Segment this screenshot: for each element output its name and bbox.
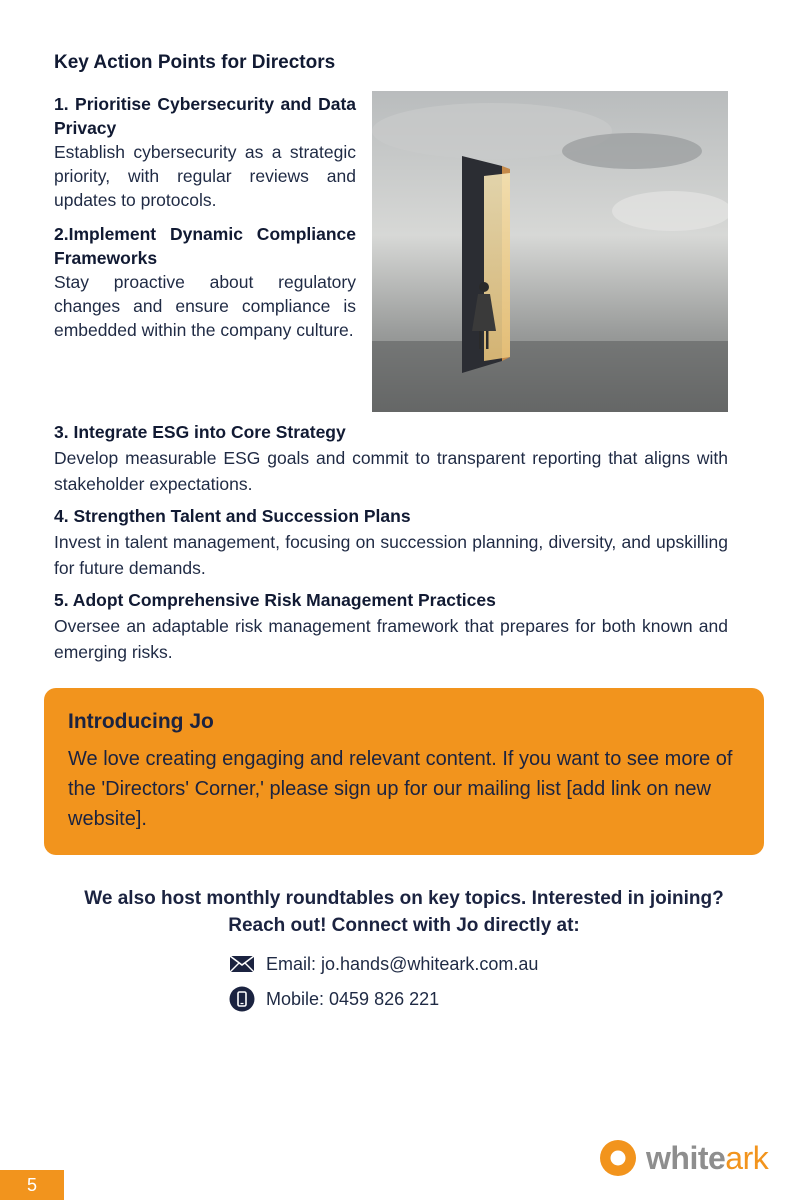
mobile-contact[interactable] xyxy=(228,987,439,1011)
roundtable-invitation: We also host monthly roundtables on key topics. Interested in joining? Reach out! Connect with Jo directly at: xyxy=(84,888,724,936)
whiteark-logo-mark-icon xyxy=(598,1138,638,1178)
logo-text-white: white xyxy=(646,1139,726,1176)
action-point-2 xyxy=(54,222,356,342)
action-point-body: Oversee an adaptable risk management framework that prepares for both known and emerging risks. xyxy=(54,616,728,662)
mobile-text[interactable]: Mobile: 0459 826 221 xyxy=(266,988,440,1009)
action-point-body: Stay proactive about regulatory changes and ensure compliance is embedded within the company culture. xyxy=(54,272,356,340)
action-point-title: 2.Implement Dynamic Compliance Frameworks xyxy=(54,224,356,268)
page-number: 5 xyxy=(0,1170,64,1200)
mobile-phone-icon xyxy=(228,987,256,1011)
action-point-title: 4. Strengthen Talent and Succession Plans xyxy=(54,506,411,526)
introducing-jo-callout xyxy=(44,688,764,855)
email-contact[interactable] xyxy=(228,952,538,976)
action-point-1 xyxy=(54,92,356,212)
action-point-3 xyxy=(54,419,728,497)
action-points-full-column xyxy=(54,419,728,671)
action-point-5 xyxy=(54,587,728,665)
email-text[interactable]: Email: jo.hands@whiteark.com.au xyxy=(266,953,539,974)
action-point-body: Develop measurable ESG goals and commit to transparent reporting that aligns with stakeholder expectations. xyxy=(54,448,728,494)
whiteark-logo xyxy=(598,1138,768,1178)
callout-body: We love creating engaging and relevant content. If you want to see more of the 'Directors' Corner,' please sign up for our mailing list [add link on new website]. xyxy=(68,748,733,830)
action-points-left-column xyxy=(54,92,356,352)
action-point-body: Invest in talent management, focusing on succession planning, diversity, and upskilling for future demands. xyxy=(54,532,728,578)
action-point-body: Establish cybersecurity as a strategic priority, with regular reviews and updates to protocols. xyxy=(54,142,356,210)
book-door-photo xyxy=(372,91,728,412)
callout-title: Introducing Jo xyxy=(68,710,214,733)
envelope-icon xyxy=(228,952,256,976)
action-point-4 xyxy=(54,503,728,581)
logo-text-ark: ark xyxy=(725,1139,769,1176)
action-point-title: 5. Adopt Comprehensive Risk Management Practices xyxy=(54,590,496,610)
action-point-title: 1. Prioritise Cybersecurity and Data Privacy xyxy=(54,94,356,138)
action-point-title: 3. Integrate ESG into Core Strategy xyxy=(54,422,346,442)
page-heading: Key Action Points for Directors xyxy=(54,52,336,73)
